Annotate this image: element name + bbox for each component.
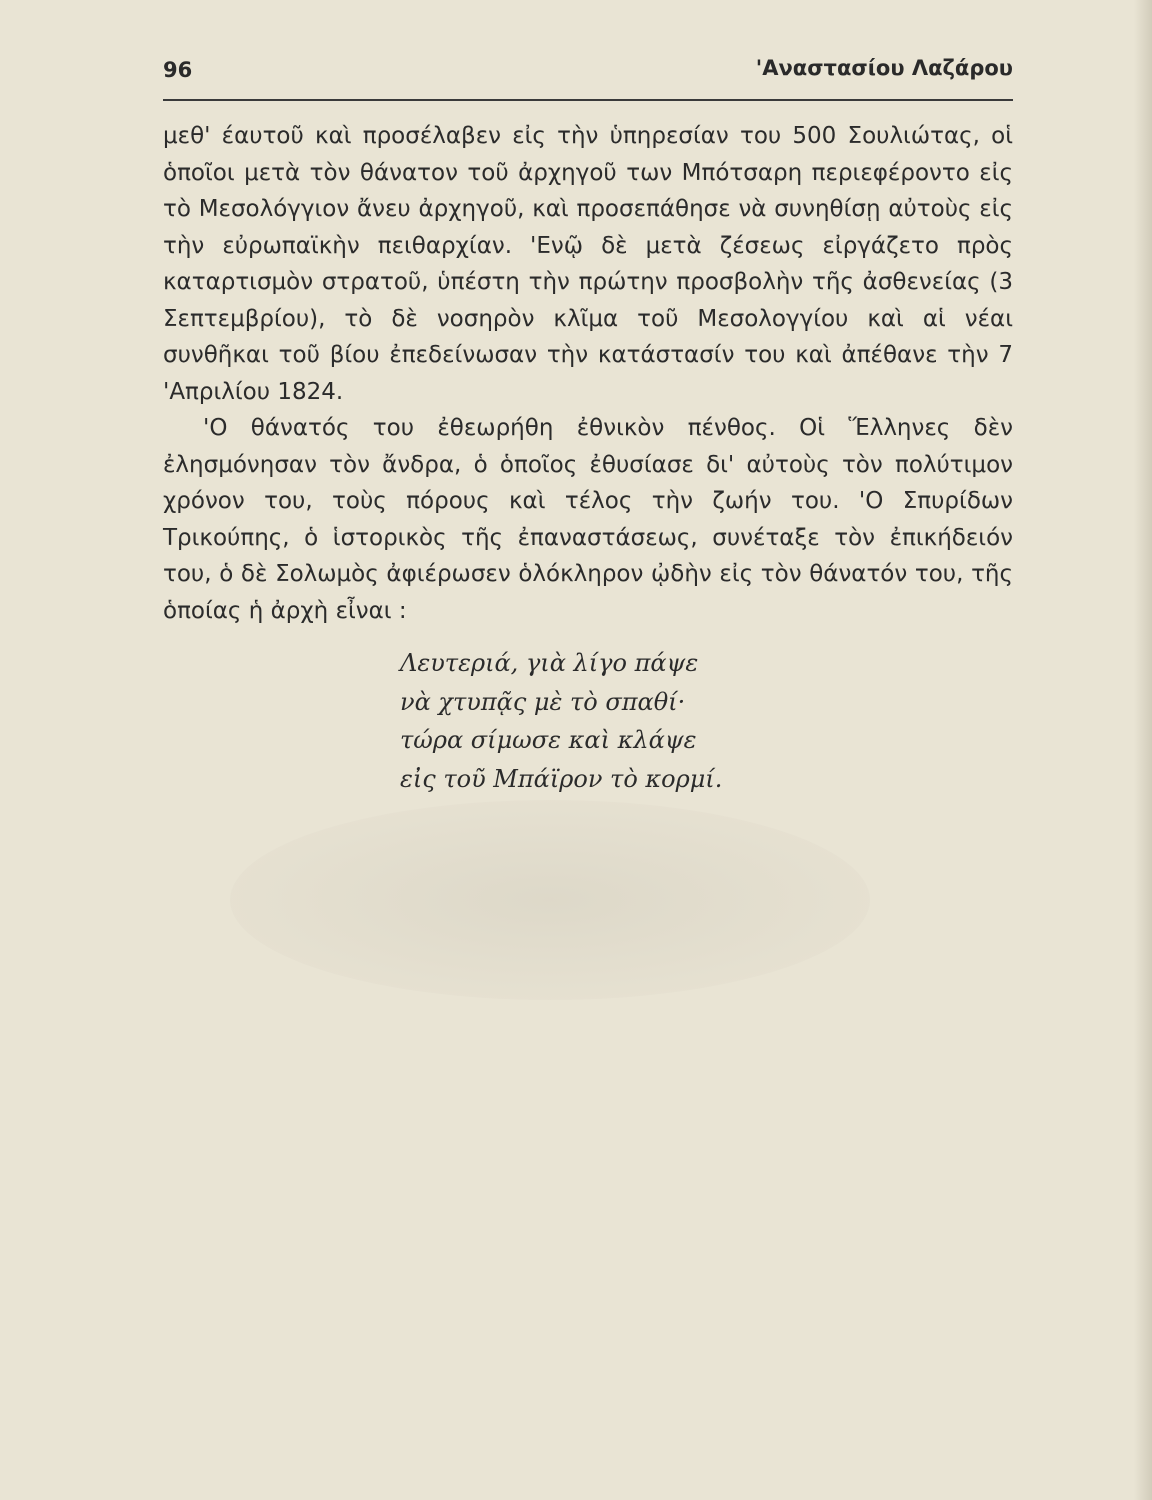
paragraph: 'Ο θάνατός του ἐθεωρήθη ἐθνικὸν πένθος. Οἱ Ἕλληνες δὲν ἐλησμόνησαν τὸν ἄνδρα, ὁ ὁποῖος ἐθυσίασε δι' αὐτοὺς τὸν πολύτιμον χρόνον του, τοὺς πόρους καὶ τέλος τὴν ζωήν του. 'Ο Σπυρίδων Τρικούπης, ὁ ἱστορικὸς τῆς ἐπαναστάσεως, συνέταξε τὸν ἐπικήδειόν του, ὁ δὲ Σολωμὸς ἀφιέρωσεν ὁλόκληρον ᾠδὴν εἰς τὸν θάνατόν του, τῆς ὁποίας ἡ ἀρχὴ εἶναι : [163, 415, 1013, 624]
poem-line: εἰς τοῦ Μπάϊρον τὸ κορμί. [400, 764, 723, 793]
header-rule [163, 99, 1013, 101]
poem-line: Λευτεριά, γιὰ λίγο πάψε [400, 649, 699, 677]
poem-line: τώρα σίμωσε καὶ κλάψε [400, 726, 697, 754]
page-number: 96 [163, 58, 193, 82]
show-through-artifact [230, 800, 870, 1000]
running-head: 'Αναστασίου Λαζάρου [755, 56, 1013, 80]
paragraph: μεθ' έαυτοῦ καὶ προσέλαβεν εἰς τὴν ὑπηρεσίαν του 500 Σουλιώτας, οἱ ὁποῖοι μετὰ τὸν θάνατον τοῦ ἀρχηγοῦ των Μπότσαρη περιεφέροντο εἰς τὸ Μεσολόγγιον ἄνευ ἀρχηγοῦ, καὶ προσεπάθησε νὰ συνηθίσῃ αὐτοὺς εἰς τὴν εὐρωπαϊκὴν πειθαρχίαν. 'Ενῷ δὲ μετὰ ζέσεως εἰργάζετο πρὸς καταρτισμὸν στρατοῦ, ὑπέστη τὴν πρώτην προσβολὴν τῆς ἀσθενείας (3 Σεπτεμβρίου), τὸ δὲ νοσηρὸν κλῖμα τοῦ Μεσολογγίου καὶ αἱ νέαι συνθῆκαι τοῦ βίου ἐπεδείνωσαν τὴν κατάστασίν του καὶ ἀπέθανε τὴν 7 'Απριλίου 1824. [163, 123, 1013, 405]
body-text [163, 118, 1013, 629]
page-edge-shadow [1134, 0, 1152, 1500]
poem-excerpt [400, 644, 900, 798]
page-header [163, 52, 1013, 92]
poem-line: νὰ χτυπᾷς μὲ τὸ σπαθί· [400, 687, 686, 716]
